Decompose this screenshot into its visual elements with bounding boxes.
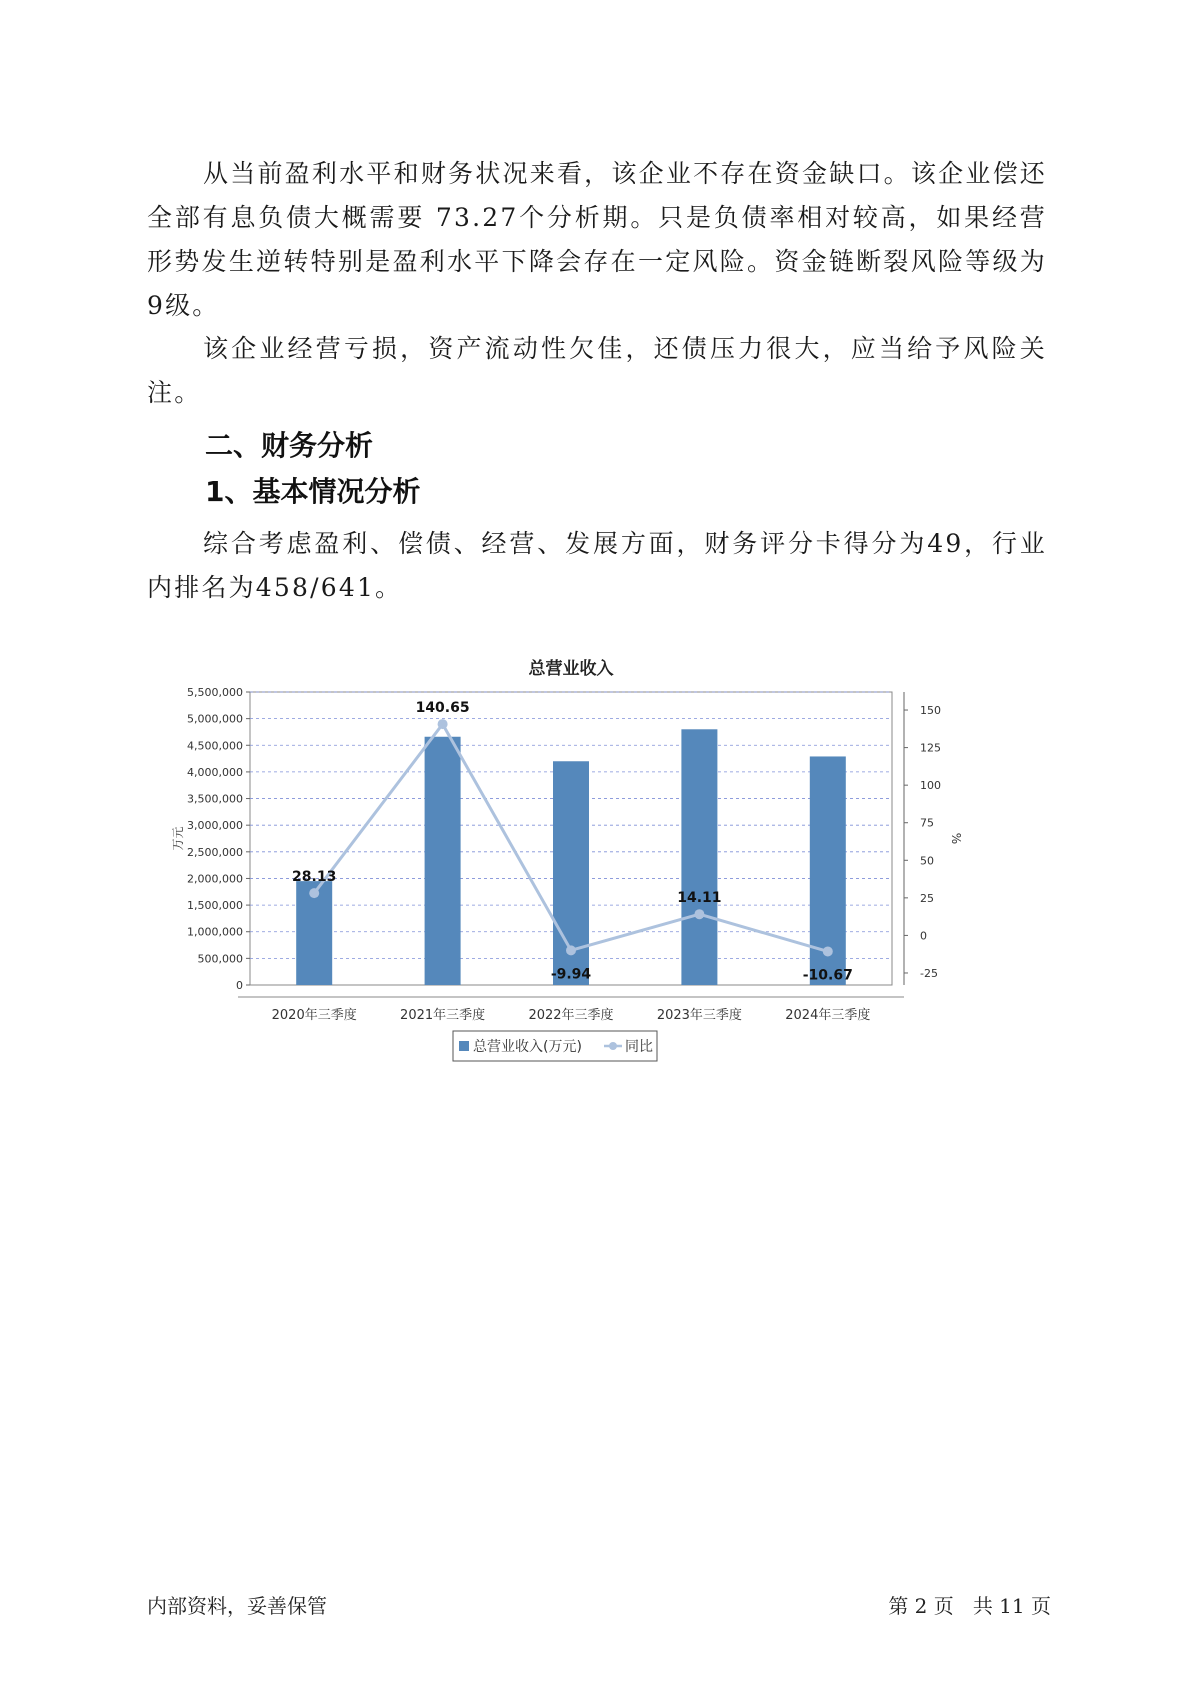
y-tick-label: 3,500,000: [187, 792, 243, 806]
legend-line-marker: [609, 1042, 617, 1050]
legend-bar-swatch: [459, 1041, 469, 1051]
y2-tick-label: 150: [920, 704, 941, 718]
x-tick-label: 2021年三季度: [400, 1008, 486, 1023]
y-tick-label: 4,000,000: [187, 765, 243, 779]
data-label: -9.94: [550, 966, 592, 983]
y2-tick-label: 125: [920, 741, 941, 755]
y-tick-label: 5,500,000: [187, 686, 243, 699]
x-tick-label: 2024年三季度: [785, 1008, 871, 1023]
legend-line-label: 同比: [625, 1039, 653, 1055]
y-tick-label: 3,000,000: [187, 819, 243, 833]
y2-tick-label: 25: [920, 891, 934, 905]
legend-bar-label: 总营业收入(万元): [473, 1039, 582, 1055]
y-tick-label: 1,000,000: [187, 925, 243, 939]
section-heading: 二、财务分析: [205, 429, 374, 462]
y2-tick-label: 50: [920, 854, 934, 868]
y2-tick-label: -25: [920, 966, 938, 980]
y-axis-label: 万元: [171, 826, 185, 851]
yoy-point: [566, 945, 576, 955]
revenue-chart: [170, 659, 1020, 1140]
y-tick-label: 5,000,000: [187, 712, 243, 726]
paragraph-scorecard: 综合考虑盈利、偿债、经营、发展方面，财务评分卡得分为49，行业内排名为458/641。: [147, 529, 1047, 602]
y-tick-label: 2,500,000: [187, 845, 243, 859]
footer-page-number: 第 2 页 共 11 页: [888, 1594, 1051, 1618]
yoy-point: [694, 909, 704, 919]
y2-tick-label: 0: [920, 929, 927, 943]
chart-title: 总营业收入: [528, 659, 614, 679]
paragraph-risk-attention: 该企业经营亏损，资产流动性欠佳，还债压力很大，应当给予风险关注。: [147, 334, 1047, 407]
yoy-point: [823, 946, 833, 956]
bar: [681, 729, 717, 985]
x-tick-label: 2020年三季度: [271, 1008, 357, 1023]
y-tick-label: 0: [236, 979, 243, 992]
data-label: 140.65: [415, 700, 470, 717]
y-tick-label: 1,500,000: [187, 899, 243, 913]
y2-axis-label: %: [949, 832, 963, 845]
footer-left: 内部资料，妥善保管: [147, 1594, 327, 1618]
y-tick-label: 2,000,000: [187, 872, 243, 886]
data-label: 28.13: [292, 869, 337, 886]
paragraph-funding-gap: 从当前盈利水平和财务状况来看，该企业不存在资金缺口。该企业偿还全部有息负债大概需要 73.27个分析期。只是负债率相对较高，如果经营形势发生逆转特别是盈利水平下降会存在一定风险。资金链断裂风险等级为9级。: [147, 159, 1047, 320]
bar: [425, 737, 461, 985]
data-label: -10.67: [802, 967, 853, 984]
yoy-point: [309, 888, 319, 898]
x-tick-label: 2022年三季度: [528, 1008, 614, 1023]
data-label: 14.11: [677, 890, 722, 907]
yoy-point: [438, 719, 448, 729]
x-tick-label: 2023年三季度: [656, 1008, 742, 1023]
y2-tick-label: 75: [920, 816, 934, 830]
y-tick-label: 4,500,000: [187, 739, 243, 753]
y2-tick-label: 100: [920, 779, 941, 793]
subsection-heading: 1、基本情况分析: [205, 475, 421, 508]
y-tick-label: 500,000: [197, 952, 243, 966]
